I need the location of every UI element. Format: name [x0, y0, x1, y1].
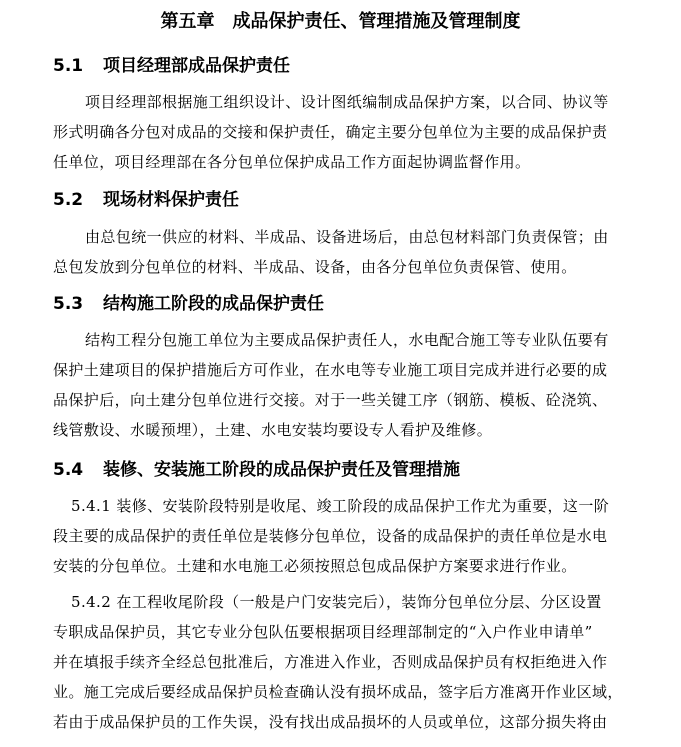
chapter-title: 第五章 成品保护责任、管理措施及管理制度 [160, 11, 521, 32]
paragraph-line: 专职成品保护员，其它专业分包队伍要根据项目经理部制定的“入户作业申请单” [53, 623, 593, 641]
paragraph-line: 段主要的成品保护的责任单位是装修分包单位，设备的成品保护的责任单位是水电 [53, 527, 608, 545]
section-paragraph-5-2 [53, 222, 633, 282]
paragraph-line: 安装的分包单位。土建和水电施工必须按照总包成品保护方案要求进行作业。 [53, 557, 577, 575]
section-paragraph-5-1 [53, 87, 633, 177]
paragraph-line: 任单位，项目经理部在各分包单位保护成品工作方面起协调监督作用。 [53, 153, 531, 171]
section-title: 结构施工阶段的成品保护责任 [103, 294, 324, 314]
section-paragraph-5-3 [53, 325, 633, 445]
section-title: 装修、安装施工阶段的成品保护责任及管理措施 [103, 460, 460, 480]
section-heading-5-3 [53, 290, 324, 318]
section-number: 5.4 [53, 460, 84, 480]
section-heading-5-2 [53, 186, 239, 214]
paragraph-line: 品保护后，向土建分包单位进行交接。对于一些关键工序（钢筋、模板、砼浇筑、 [53, 391, 608, 409]
subsection-paragraph-5-4-2 [53, 587, 633, 737]
paragraph-line: 5.4.2 在工程收尾阶段（一般是户门安装完后），装饰分包单位分层、分区设置 [71, 593, 602, 611]
paragraph-line: 5.4.1 装修、安装阶段特别是收尾、竣工阶段的成品保护工作尤为重要，这一阶 [71, 497, 610, 515]
section-heading-5-4 [53, 456, 460, 484]
section-number: 5.3 [53, 294, 84, 314]
paragraph-line: 总包发放到分包单位的材料、半成品、设备，由各分包单位负责保管、使用。 [53, 258, 577, 276]
paragraph-line: 线管敷设、水暖预埋），土建、水电安装均要设专人看护及维修。 [53, 421, 493, 439]
paragraph-line: 业。施工完成后要经成品保护员检查确认没有损坏成品，签字后方准离开作业区域， [53, 683, 623, 701]
paragraph-line: 若由于成品保护员的工作失误，没有找出成品损坏的人员或单位，这部分损失将由 [53, 713, 608, 731]
paragraph-line: 结构工程分包施工单位为主要成品保护责任人，水电配合施工等专业队伍要有 [85, 331, 609, 349]
section-number: 5.2 [53, 190, 84, 210]
section-title: 现场材料保护责任 [103, 190, 239, 210]
paragraph-line: 并在填报手续齐全经总包批准后，方准进入作业，否则成品保护员有权拒绝进入作 [53, 653, 608, 671]
subsection-paragraph-5-4-1 [53, 491, 633, 581]
paragraph-line: 由总包统一供应的材料、半成品、设备进场后，由总包材料部门负责保管；由 [85, 228, 609, 246]
paragraph-line: 形式明确各分包对成品的交接和保护责任，确定主要分包单位为主要的成品保护责 [53, 123, 608, 141]
paragraph-line: 保护土建项目的保护措施后方可作业，在水电等专业施工项目完成并进行必要的成 [53, 361, 608, 379]
section-heading-5-1 [53, 52, 290, 80]
section-number: 5.1 [53, 56, 84, 76]
section-title: 项目经理部成品保护责任 [103, 56, 290, 76]
paragraph-line: 项目经理部根据施工组织设计、设计图纸编制成品保护方案，以合同、协议等 [85, 93, 609, 111]
